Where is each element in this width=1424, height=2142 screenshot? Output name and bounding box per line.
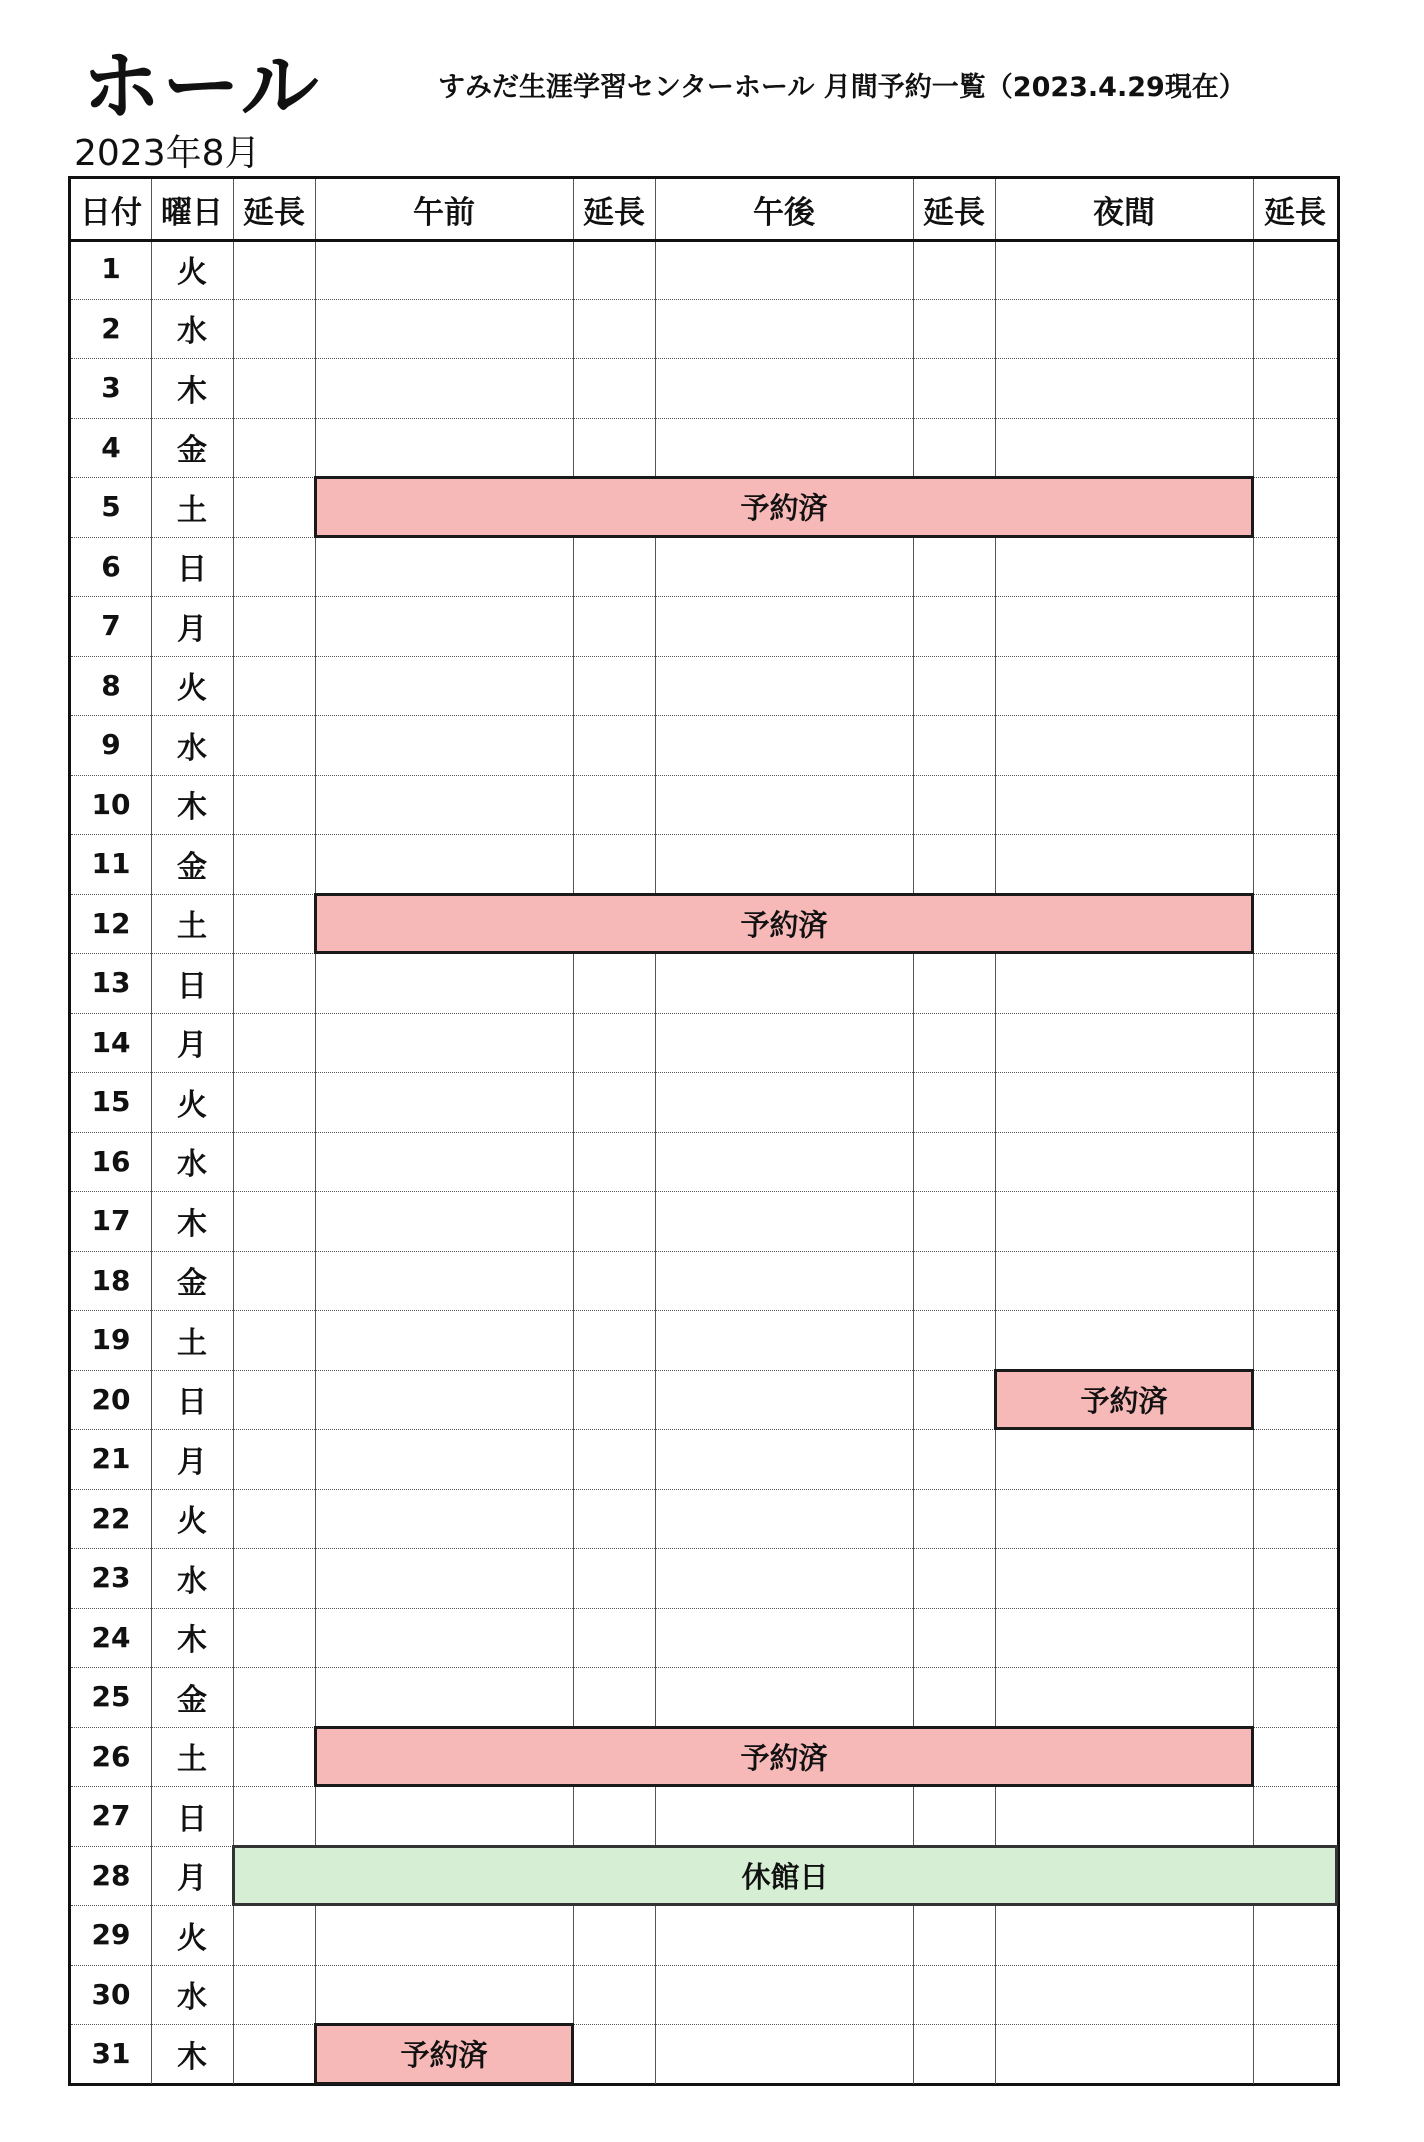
date-cell: 16 — [91, 1144, 131, 1178]
date-cell: 8 — [101, 668, 121, 702]
column-header-ext-3: 延長 — [923, 194, 985, 231]
row-divider — [71, 1965, 1337, 1966]
date-cell: 2 — [101, 311, 121, 345]
page-title: ホール — [82, 42, 321, 132]
column-header-date: 日付 — [80, 194, 142, 231]
weekday-cell: 日 — [177, 1801, 207, 1837]
column-header-ext-4: 延長 — [1264, 194, 1326, 231]
weekday-cell: 火 — [177, 1920, 207, 1956]
date-cell: 7 — [101, 609, 121, 643]
weekday-cell: 木 — [177, 1623, 207, 1659]
reservation-block: 予約済 — [314, 2023, 574, 2085]
weekday-cell: 月 — [177, 1444, 207, 1480]
column-header-night: 夜間 — [1093, 194, 1155, 231]
column-header-ext-1: 延長 — [243, 194, 305, 231]
date-cell: 11 — [91, 847, 131, 881]
row-divider — [71, 1548, 1337, 1549]
weekday-cell: 日 — [177, 968, 207, 1004]
column-header-weekday: 曜日 — [161, 194, 223, 231]
row-divider — [71, 834, 1337, 835]
weekday-cell: 月 — [177, 1861, 207, 1897]
date-cell: 3 — [101, 371, 121, 405]
weekday-cell: 土 — [177, 492, 207, 528]
date-cell: 4 — [101, 430, 121, 464]
row-divider — [71, 358, 1337, 359]
row-divider — [71, 1191, 1337, 1192]
weekday-cell: 火 — [177, 1087, 207, 1123]
row-divider — [71, 1310, 1337, 1311]
date-cell: 5 — [101, 490, 121, 524]
column-header-afternoon: 午後 — [753, 194, 815, 231]
weekday-cell: 金 — [177, 849, 207, 885]
date-cell: 23 — [91, 1561, 131, 1595]
date-cell: 18 — [91, 1263, 131, 1297]
row-divider — [71, 1013, 1337, 1014]
reservation-block: 予約済 — [314, 476, 1254, 538]
weekday-cell: 水 — [177, 1563, 207, 1599]
row-divider — [71, 656, 1337, 657]
date-cell: 9 — [101, 728, 121, 762]
weekday-cell: 金 — [177, 1266, 207, 1302]
date-cell: 26 — [91, 1739, 131, 1773]
reservation-block: 予約済 — [314, 1726, 1254, 1788]
weekday-cell: 月 — [177, 611, 207, 647]
weekday-cell: 月 — [177, 1028, 207, 1064]
date-cell: 13 — [91, 966, 131, 1000]
date-cell: 19 — [91, 1323, 131, 1357]
row-divider — [71, 775, 1337, 776]
column-header-morning: 午前 — [413, 194, 475, 231]
weekday-cell: 水 — [177, 1980, 207, 2016]
weekday-cell: 木 — [177, 373, 207, 409]
weekday-cell: 水 — [177, 314, 207, 350]
date-cell: 29 — [91, 1918, 131, 1952]
header-divider — [71, 239, 1337, 242]
date-cell: 17 — [91, 1204, 131, 1238]
date-cell: 27 — [91, 1799, 131, 1833]
weekday-cell: 土 — [177, 1742, 207, 1778]
weekday-cell: 木 — [177, 1206, 207, 1242]
row-divider — [71, 1072, 1337, 1073]
weekday-cell: 日 — [177, 1385, 207, 1421]
weekday-cell: 火 — [177, 1504, 207, 1540]
closed-day-block: 休館日 — [232, 1845, 1338, 1907]
date-cell: 1 — [101, 252, 121, 286]
weekday-cell: 水 — [177, 730, 207, 766]
weekday-cell: 土 — [177, 1325, 207, 1361]
weekday-cell: 火 — [177, 254, 207, 290]
row-divider — [71, 418, 1337, 419]
date-cell: 20 — [91, 1382, 131, 1416]
date-cell: 6 — [101, 549, 121, 583]
month-label: 2023年8月 — [74, 133, 261, 174]
weekday-cell: 火 — [177, 671, 207, 707]
document-subtitle: すみだ生涯学習センターホール 月間予約一覧（2023.4.29現在） — [438, 72, 1246, 103]
weekday-cell: 金 — [177, 1682, 207, 1718]
date-cell: 15 — [91, 1085, 131, 1119]
row-divider — [71, 715, 1337, 716]
date-cell: 28 — [91, 1858, 131, 1892]
date-cell: 21 — [91, 1442, 131, 1476]
date-cell: 14 — [91, 1025, 131, 1059]
date-cell: 31 — [91, 2037, 131, 2071]
column-header-ext-2: 延長 — [583, 194, 645, 231]
weekday-cell: 木 — [177, 2039, 207, 2075]
reservation-table — [68, 176, 1340, 2086]
row-divider — [71, 1667, 1337, 1668]
date-cell: 22 — [91, 1501, 131, 1535]
date-cell: 30 — [91, 1977, 131, 2011]
weekday-cell: 水 — [177, 1147, 207, 1183]
reservation-block: 予約済 — [314, 893, 1254, 955]
row-divider — [71, 2024, 1337, 2025]
weekday-cell: 土 — [177, 909, 207, 945]
row-divider — [71, 1132, 1337, 1133]
date-cell: 12 — [91, 906, 131, 940]
row-divider — [71, 299, 1337, 300]
reservation-block: 予約済 — [994, 1369, 1254, 1431]
row-divider — [71, 1251, 1337, 1252]
date-cell: 24 — [91, 1620, 131, 1654]
weekday-cell: 金 — [177, 433, 207, 469]
date-cell: 25 — [91, 1680, 131, 1714]
weekday-cell: 日 — [177, 552, 207, 588]
row-divider — [71, 1489, 1337, 1490]
date-cell: 10 — [91, 787, 131, 821]
row-divider — [71, 596, 1337, 597]
weekday-cell: 木 — [177, 790, 207, 826]
row-divider — [71, 1608, 1337, 1609]
